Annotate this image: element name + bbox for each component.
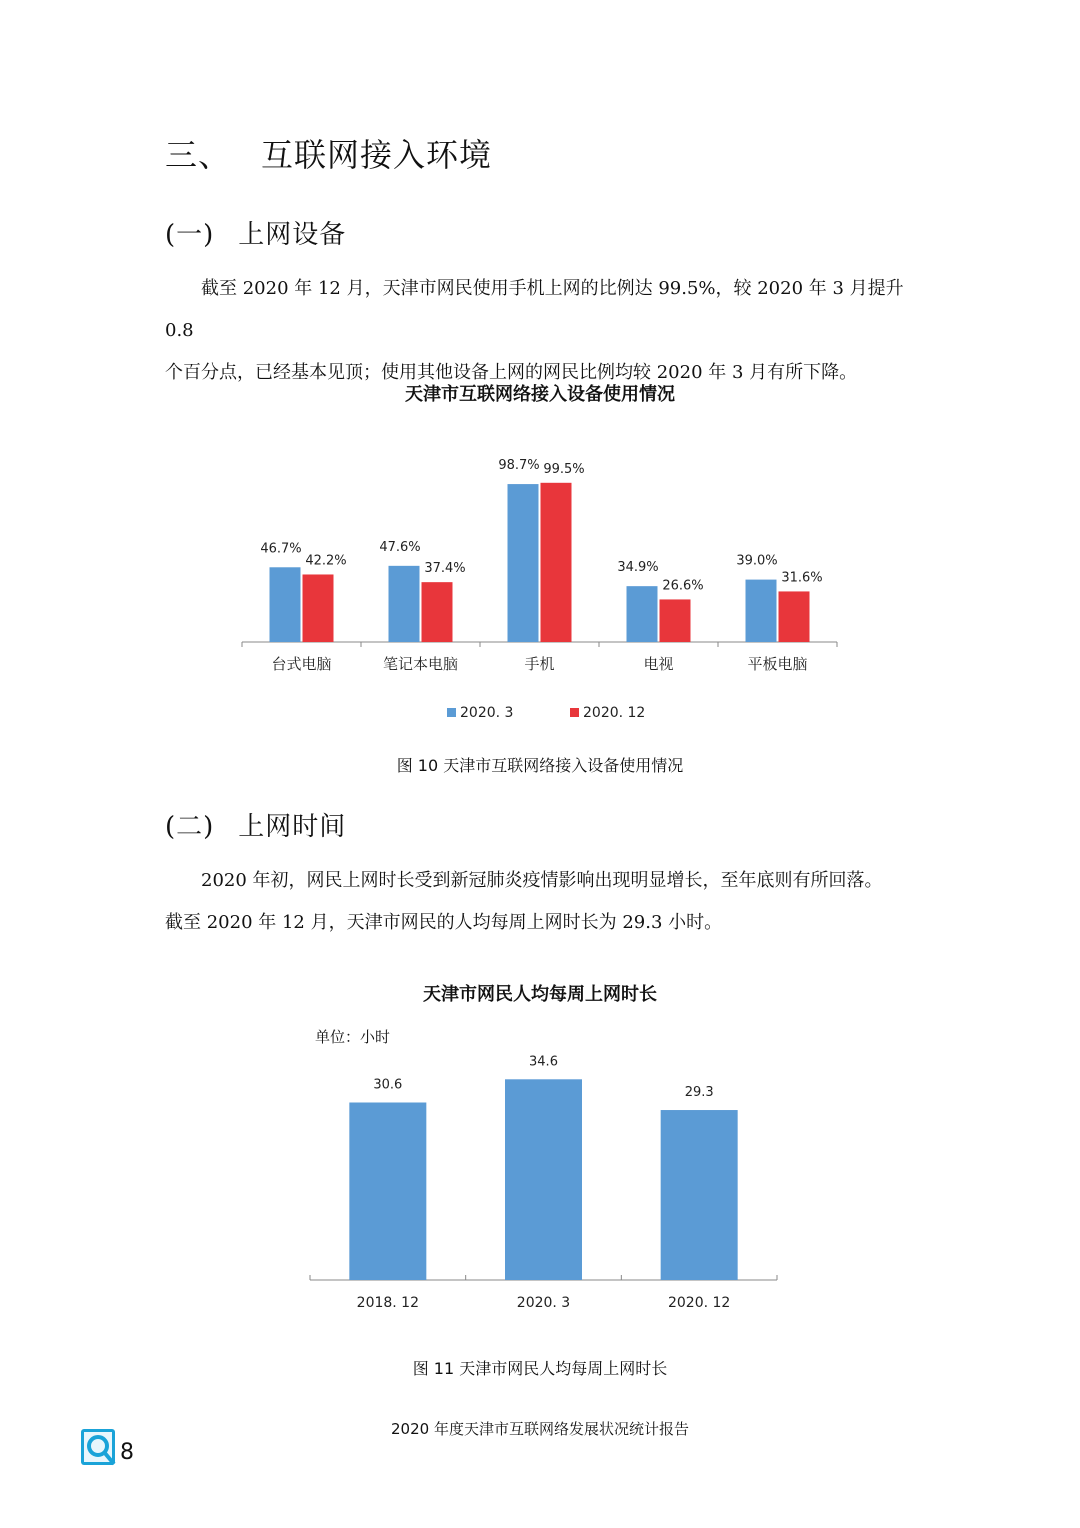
paragraph-line: 个百分点，已经基本见顶；使用其他设备上网的网民比例均较 2020 年 3 月有所下降。 (165, 362, 858, 383)
x-tick-label: 2020. 3 (516, 1295, 571, 1311)
data-label: 34.6 (529, 1054, 558, 1070)
data-label: 31.6% (781, 570, 823, 586)
chart-title: 天津市互联网络接入设备使用情况 (405, 384, 675, 405)
weekly-hours-chart (215, 1040, 865, 1330)
report-logo-icon (80, 1428, 118, 1468)
x-tick-label: 手机 (524, 655, 555, 673)
paragraph-line: 截至 2020 年 12 月，天津市网民的人均每周上网时长为 29.3 小时。 (165, 912, 723, 933)
subsection-number: (二) (165, 812, 215, 842)
subsection-heading-time (165, 806, 346, 843)
paragraph-time (165, 860, 925, 944)
legend-swatch (447, 708, 456, 717)
data-label: 99.5% (543, 461, 585, 477)
bar (508, 484, 539, 642)
paragraph-devices (165, 268, 925, 394)
device-usage-chart (215, 410, 865, 740)
subsection-title: 上网设备 (238, 220, 347, 250)
bar (746, 580, 777, 642)
data-label: 37.4% (424, 561, 466, 577)
x-tick-label: 平板电脑 (747, 655, 808, 673)
bar (541, 483, 572, 642)
x-tick-label: 电视 (643, 655, 674, 673)
legend-label: 2020. 12 (583, 705, 646, 721)
figure-caption: 图 10 天津市互联网络接入设备使用情况 (396, 756, 684, 775)
paragraph-line: 2020 年初，网民上网时长受到新冠肺炎疫情影响出现明显增长，至年底则有所回落。 (201, 870, 883, 891)
bar (627, 586, 658, 642)
footer-report-title: 2020 年度天津市互联网络发展状况统计报告 (391, 1420, 689, 1438)
subsection-number: (一) (165, 220, 215, 250)
section-heading (165, 130, 492, 176)
bar (779, 591, 810, 642)
paragraph-line: 截至 2020 年 12 月，天津市网民使用手机上网的比例达 99.5%，较 2020 年 3 月提升 0.8 (165, 278, 904, 341)
data-label: 46.7% (260, 541, 302, 557)
page-number: 8 (120, 1440, 134, 1465)
chart-title: 天津市网民人均每周上网时长 (423, 984, 657, 1005)
subsection-title: 上网时间 (238, 812, 347, 842)
figure-caption: 图 11 天津市网民人均每周上网时长 (412, 1359, 668, 1378)
data-label: 34.9% (617, 560, 659, 576)
bar (661, 1110, 738, 1280)
bar (389, 566, 420, 642)
subsection-heading-devices (165, 214, 346, 251)
data-label: 98.7% (498, 458, 540, 474)
section-number: 三、 (165, 136, 232, 174)
bar (303, 574, 334, 642)
bar (422, 582, 453, 642)
legend-label: 2020. 3 (460, 705, 514, 721)
data-label: 47.6% (379, 539, 421, 555)
section-title: 互联网接入环境 (261, 136, 493, 174)
x-tick-label: 2020. 12 (667, 1295, 731, 1311)
data-label: 39.0% (736, 553, 778, 569)
bar (270, 567, 301, 642)
data-label: 30.6 (373, 1077, 403, 1093)
bar (349, 1102, 426, 1280)
legend-swatch (570, 708, 579, 717)
x-tick-label: 2018. 12 (356, 1295, 420, 1311)
bar (505, 1079, 582, 1280)
x-tick-label: 台式电脑 (271, 655, 332, 673)
data-label: 29.3 (684, 1085, 714, 1101)
unit-label: 单位：小时 (315, 1028, 391, 1046)
bar (660, 599, 691, 642)
data-label: 26.6% (662, 578, 704, 594)
data-label: 42.2% (305, 553, 347, 569)
x-tick-label: 笔记本电脑 (382, 655, 459, 673)
